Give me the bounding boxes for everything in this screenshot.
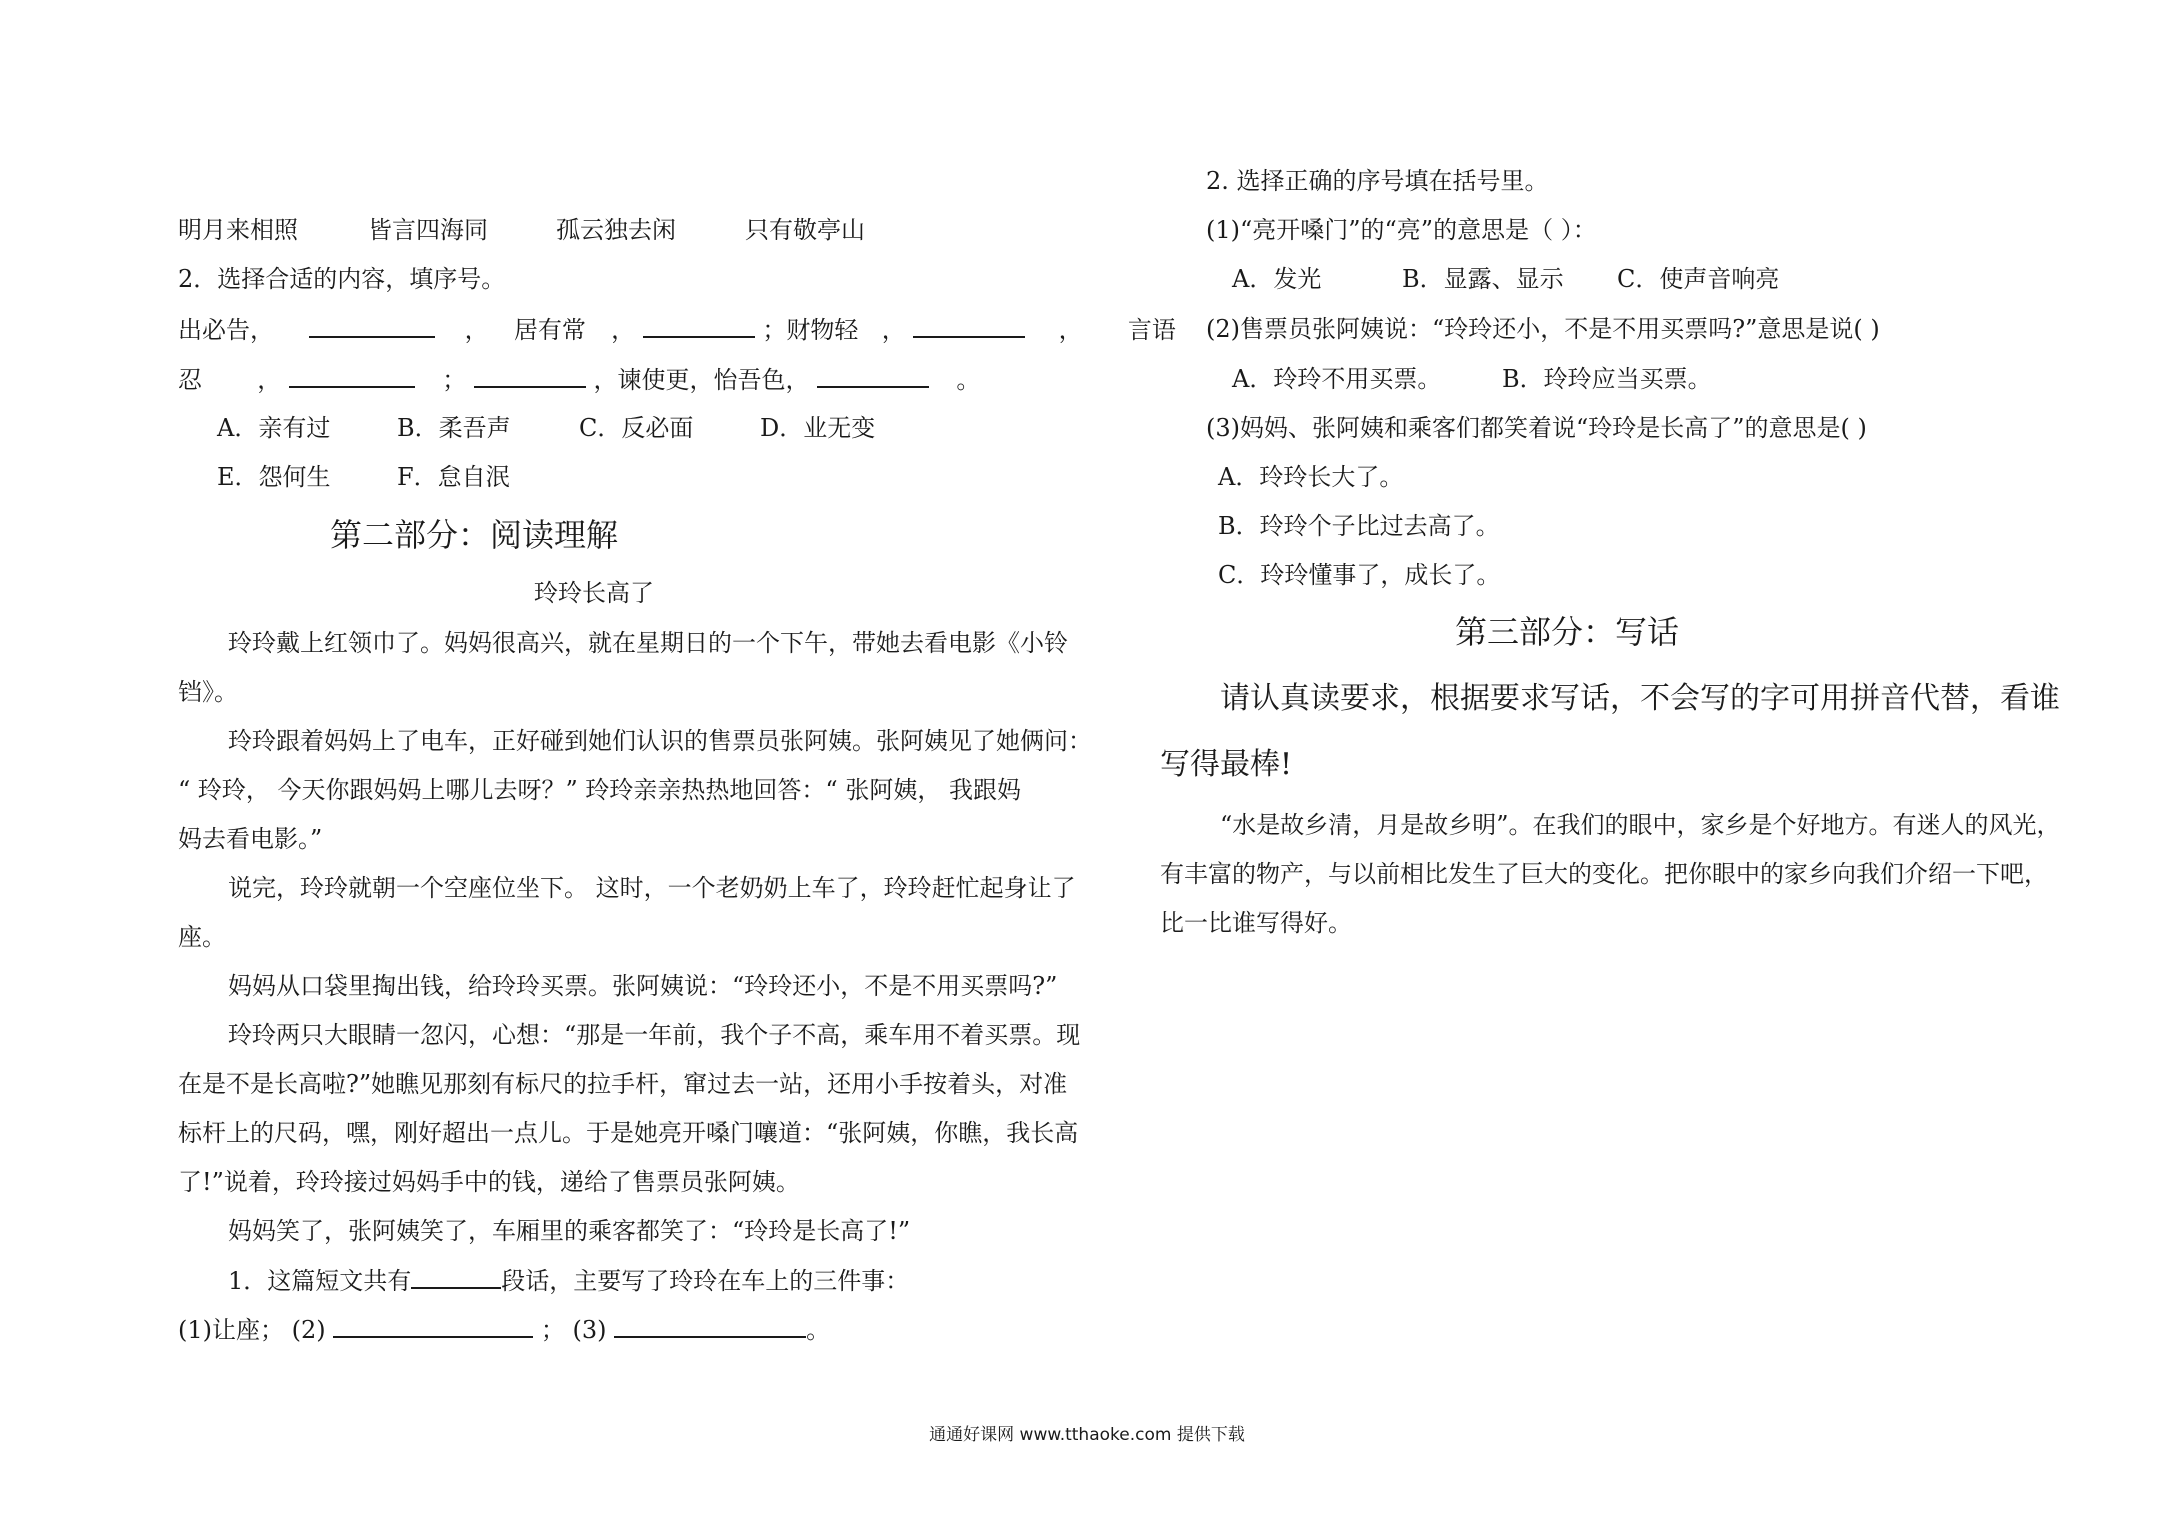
prompt-line: 有丰富的物产，与以前相比发生了巨大的变化。把你眼中的家乡向我们介绍一下吧， <box>1160 860 2048 888</box>
prompt-line: “水是故乡清，月是故乡明”。在我们的眼中，家乡是个好地方。有迷人的风光， <box>1220 811 2061 839</box>
answer-blank[interactable] <box>913 314 1025 338</box>
question-text: ； (3) <box>540 1316 607 1344</box>
footer-credit: 通通好课网 www.tthaoke.com 提供下载 <box>929 1425 1245 1445</box>
option: E．怨何生 <box>217 463 331 491</box>
option: B．玲玲个子比过去高了。 <box>1218 512 1500 540</box>
poem-phrase: 只有敬亭山 <box>745 216 865 244</box>
poem-phrase: 皆言四海同 <box>368 216 488 244</box>
answer-blank[interactable] <box>333 1314 533 1338</box>
answer-blank[interactable] <box>474 364 586 388</box>
option: B．玲玲应当买票。 <box>1502 365 1712 393</box>
question-text: (1)“亮开嗓门”的“亮”的意思是（ ）： <box>1206 216 1597 244</box>
question-text: (2)售票员张阿姨说：“玲玲还小，不是不用买票吗?”意思是说( ) <box>1206 315 1880 343</box>
story-line: 玲玲跟着妈妈上了电车，正好碰到她们认识的售票员张阿姨。张阿姨见了她俩问： <box>228 727 1092 755</box>
section-title: 第三部分：写话 <box>1455 613 1680 651</box>
option: A．发光 <box>1232 265 1322 293</box>
story-line: 妈妈从口袋里掏出钱，给玲玲买票。张阿姨说：“玲玲还小，不是不用买票吗?” <box>228 972 1058 1000</box>
question-heading: 2. 选择正确的序号填在括号里。 <box>1206 167 1549 195</box>
story-line: 了!”说着，玲玲接过妈妈手中的钱，递给了售票员张阿姨。 <box>178 1168 800 1196</box>
prompt-line: 比一比谁写得好。 <box>1160 909 1352 937</box>
option: B．显露、显示 <box>1402 265 1564 293</box>
fill-text: 忍 <box>178 366 202 394</box>
answer-blank[interactable] <box>309 314 435 338</box>
story-line: 玲玲戴上红领巾了。妈妈很高兴，就在星期日的一个下午，带她去看电影《小铃 <box>228 629 1068 657</box>
fill-text: 居有常 <box>513 316 586 344</box>
fill-text: ， <box>1058 316 1083 344</box>
fill-text: 言语 <box>1127 316 1176 344</box>
story-title: 玲玲长高了 <box>534 579 654 607</box>
fill-text: ， <box>257 366 282 394</box>
question-1 <box>228 1265 909 1296</box>
answer-blank[interactable] <box>411 1265 501 1289</box>
fill-text: ， <box>881 316 906 344</box>
story-line: “ 玲玲， 今天你跟妈妈上哪儿去呀？” 玲玲亲亲热热地回答：“ 张阿姨， 我跟妈 <box>178 776 1021 804</box>
option: A．玲玲长大了。 <box>1218 463 1404 491</box>
question-1-answers <box>178 1314 830 1345</box>
question-heading: 2．选择合适的内容，填序号。 <box>178 265 506 293</box>
option: C．使声音响亮 <box>1617 265 1780 293</box>
option: D．业无变 <box>760 414 876 442</box>
option: A．玲玲不用买票。 <box>1232 365 1442 393</box>
section-title: 第二部分：阅读理解 <box>330 516 619 554</box>
poem-phrase: 孤云独去闲 <box>556 216 676 244</box>
answer-blank[interactable] <box>614 1314 806 1338</box>
fill-row <box>178 364 980 395</box>
question-text: (3)妈妈、张阿姨和乘客们都笑着说“玲玲是长高了”的意思是( ) <box>1206 414 1867 442</box>
answer-blank[interactable] <box>643 314 755 338</box>
poem-phrase: 明月来相照 <box>178 216 298 244</box>
fill-text: ， <box>611 316 636 344</box>
answer-blank[interactable] <box>289 364 415 388</box>
story-line: 妈去看电影。” <box>178 825 323 853</box>
story-line: 铛》。 <box>178 678 238 706</box>
story-line: 说完，玲玲就朝一个空座位坐下。 这时，一个老奶奶上车了，玲玲赶忙起身让了 <box>228 874 1076 902</box>
fill-text: 出必告， <box>178 316 274 344</box>
question-text: (1)让座； (2) <box>178 1316 326 1344</box>
fill-text: ，谏使更，怡吾色， <box>593 366 810 394</box>
fill-text: ， <box>464 316 489 344</box>
story-line: 玲玲两只大眼睛一忽闪，心想：“那是一年前，我个子不高，乘车用不着买票。现 <box>228 1021 1081 1049</box>
instruction-line: 写得最棒! <box>1160 747 1293 782</box>
fill-text: 。 <box>956 366 981 394</box>
story-line: 妈妈笑了，张阿姨笑了，车厢里的乘客都笑了：“玲玲是长高了!” <box>228 1217 911 1245</box>
story-line: 标杆上的尺码，嘿，刚好超出一点儿。于是她亮开嗓门嚷道：“张阿姨，你瞧，我长高 <box>178 1119 1079 1147</box>
story-line: 座。 <box>178 923 226 951</box>
question-text: 1．这篇短文共有 <box>228 1267 412 1295</box>
fill-row <box>178 314 1176 345</box>
instruction-line: 请认真读要求，根据要求写话，不会写的字可用拼音代替，看谁 <box>1220 681 2060 716</box>
question-text: 。 <box>806 1316 831 1344</box>
option: A．亲有过 <box>217 414 331 442</box>
question-text: 段话，主要写了玲玲在车上的三件事： <box>501 1267 910 1295</box>
option: F．怠自泯 <box>397 463 510 491</box>
story-line: 在是不是长高啦?”她瞧见那刻有标尺的拉手杆，窜过去一站，还用小手按着头，对准 <box>178 1070 1068 1098</box>
option: C．玲玲懂事了，成长了。 <box>1218 561 1501 589</box>
fill-text: ；财物轻 <box>762 316 859 344</box>
option: C．反必面 <box>579 414 694 442</box>
answer-blank[interactable] <box>817 364 929 388</box>
option: B．柔吾声 <box>397 414 511 442</box>
fill-text: ； <box>442 366 467 394</box>
